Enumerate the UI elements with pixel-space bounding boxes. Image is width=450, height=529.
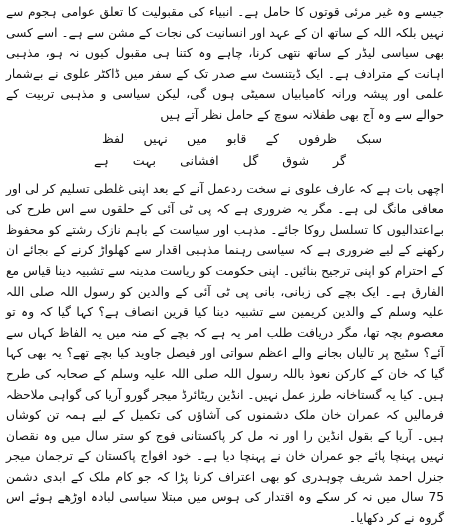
verse-line-2 — [6, 151, 444, 171]
verse-line-1 — [6, 129, 444, 149]
verse-2-word-6: ہے — [94, 152, 109, 168]
verse-2-word-4: افشانی — [180, 152, 219, 168]
verse-1-word-7: لفظ — [102, 130, 125, 146]
verse-2-word-3: گل — [242, 152, 259, 168]
verse-2-word-2: شوق — [282, 152, 310, 168]
verse-1-word-3: کے — [265, 130, 280, 146]
verse-1-word-2: ظرفوں — [298, 130, 338, 146]
paragraph-opening: جیسے وہ غیر مرئی قوتوں کا حامل ہے۔ انبیاء کی مقبولیت کا تعلق عوامی ہجوم سے نہیں بلکہ اللہ کے ساتھ ان کے عہد اور انسانیت کی نجات کے مشن سے ہے۔ اسے کسی بھی سیاسی لیڈر کے ساتھ نتھی کرنا، چاہے وہ کتنا ہی مقبول کیوں نہ ہو، مذہبی اہانت کے مترادف ہے۔ ایک ڈیتنسٹ سے صدر تک کے سفر میں ڈاکٹر علوی نے بےشمار علمی اور پیشہ ورانہ کامیابیاں سمیٹی ہوں گی، لیکن سیاسی و مذہبی تربیت کے حوالے سے وہ آج بھی طفلانہ سوچ کے حامل نظر آتے ہیں — [6, 5, 444, 122]
verse-1-word-5: میں — [187, 130, 208, 146]
verse-2-word-1: گر — [333, 152, 346, 168]
paragraph-main: اچھی بات ہے کہ عارف علوی نے سخت ردعمل آنے کے بعد اپنی غلطی تسلیم کر لی اور معافی مانگ لی ہے۔ مگر یہ ضروری ہے کہ پی ٹی آئی کے حلقوں سے اس طرح کی بےاعتدالیوں کا تسلسل روکا جائے۔ مذہب اور سیاست کے باہم نازک رشتے کو محفوظ رکھنے کے لیے ضروری ہے کہ سیاسی رہنما مذہبی اقدار سے کھلواڑ کرنے کے بجائے ان کے احترام کو اپنی ترجیح بنائیں۔ اپنی حکومت کو ریاست مدینہ سے تشبیہ دینا قیاس مع الفارق ہے۔ ایک بچے کی زبانی، بانی پی ٹی آئی کے والدین کو رسول اللہ صلی اللہ علیہ وسلم کے والدین کریمین سے تشبیہ دینا کیا قرین انصاف ہے؟ کہا گیا کہ وہ تو معصوم بچہ تھا، مگر دریافت طلب امر یہ ہے کہ بچے کے منہ میں یہ الفاظ کہاں سے آئے؟ سٹیج پر تالیاں بجانے والے اعظم سواتی اور فیصل جاوید کیا بچے تھے؟ یہ بھی کہا گیا کہ خان کے کارکن نعوذ باللہ رسول اللہ صلی اللہ علیہ وسلم کے صحابہ کی طرح ہیں۔ کیا یہ گستاخانہ طرز عمل نہیں۔ انڈین ریٹائرڈ میجر گورو آریا کی گواہی ملاحظہ فرمالیں کہ عمران خان ملک دشمنوں کی آشاؤں کی تکمیل کے لیے ہمہ تن کوشاں ہیں۔ آریا کے بقول انڈین را اور نہ مل کر پاکستانی فوج کو ستر سال میں وہ نقصان نہیں پہنچا پائے جو عمران خان نے پہنچا دیا ہے۔ خود افواج پاکستان کے ترجمان میجر جنرل احمد شریف چوہدری کو بھی اعتراف کرنا پڑا کہ جو کام ملک کے ابدی دشمن 75 سال میں نہ کر سکے وہ اقتدار کی ہوس میں مبتلا سیاسی لبادہ اوڑھے ہوئے اس گروہ نے کر دکھایا۔ — [6, 181, 444, 526]
verse-1-word-1: سبک — [356, 130, 382, 146]
verse-1-word-6: نہیں — [143, 130, 168, 146]
verse-2-word-5: بہت — [132, 152, 157, 168]
poetry-couplet — [6, 129, 444, 171]
verse-1-word-4: قابو — [226, 130, 247, 146]
